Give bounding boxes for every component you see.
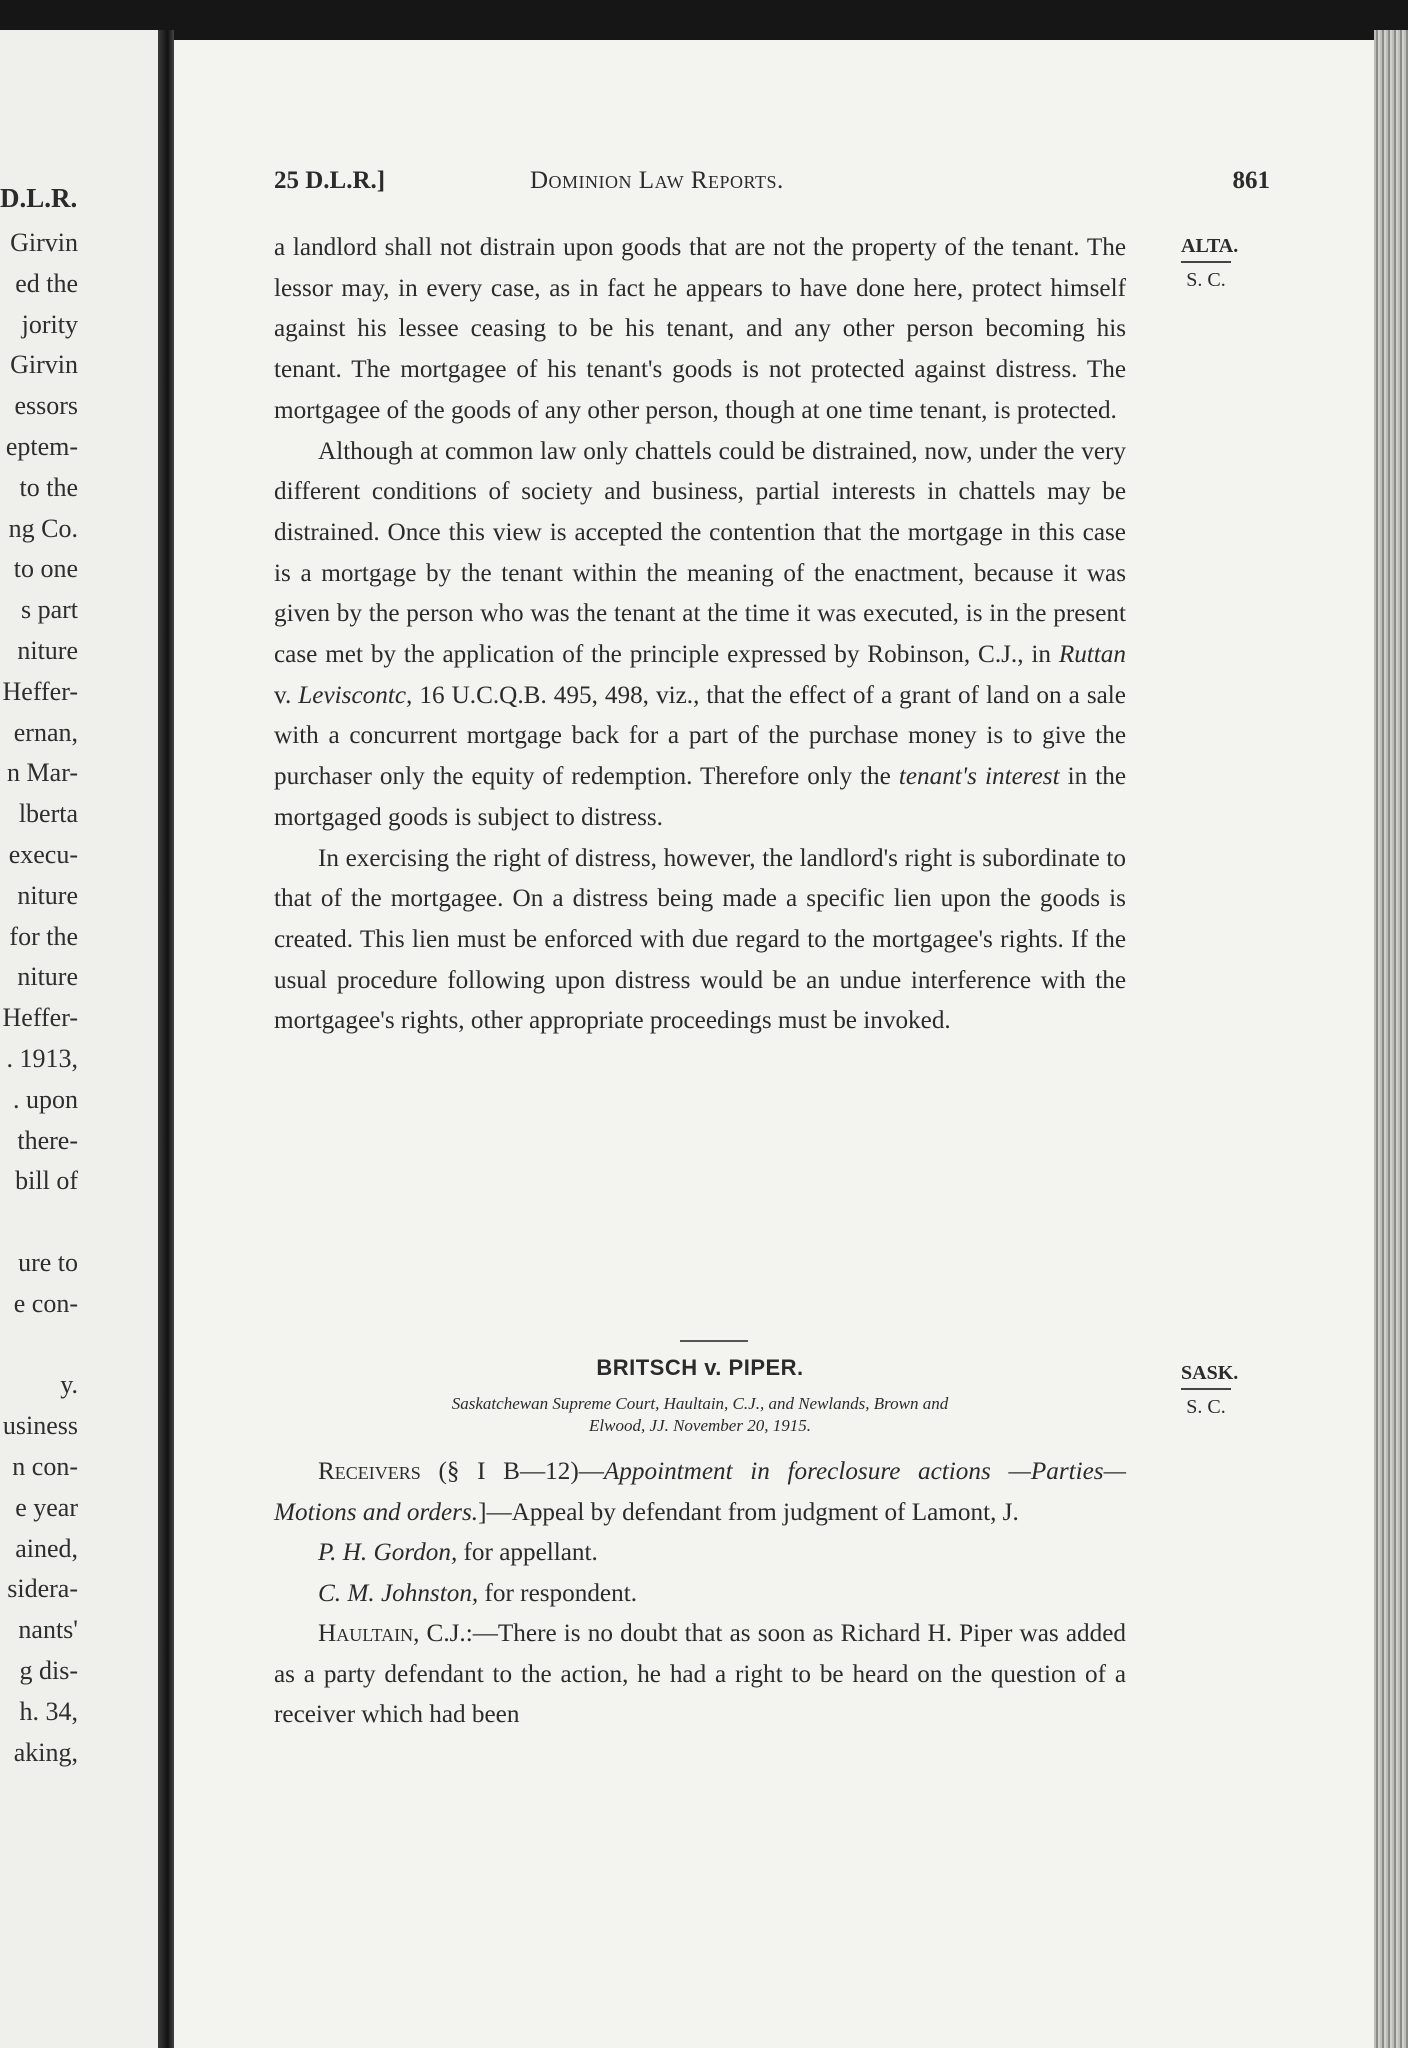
facing-page-line: Girvin — [10, 350, 78, 380]
facing-page — [0, 30, 158, 2048]
running-head — [274, 167, 1270, 207]
facing-page-line: sidera- — [7, 1574, 78, 1604]
facing-page-line: lberta — [18, 799, 78, 829]
facing-page-line: ng Co. — [8, 513, 78, 543]
facing-page-line: y. — [60, 1370, 78, 1400]
facing-page-line: usiness — [2, 1411, 78, 1441]
facing-page-line: to the — [19, 472, 78, 502]
case-text — [274, 1452, 1126, 1736]
book-spine — [158, 30, 174, 2048]
facing-page-line: h. 34, — [19, 1696, 78, 1726]
facing-page-line: Girvin — [10, 228, 78, 257]
facing-page-line: eptem- — [5, 432, 78, 461]
facing-page-line: execu- — [8, 840, 78, 869]
paragraph: a landlord shall not distrain upon goods that are not the property of the tenant. The lessor may, in every case, as in fact he appears to have done here, protect himself against his lessee ceasing to be his tenant, and any other person becoming his tenant. The mortgagee of his tenant's goods is not protected against distress. The mortgagee of the goods of any other person, though at one time tenant, is protected. — [274, 234, 1126, 424]
publication-title: Dominion Law Reports. — [530, 167, 784, 194]
facing-page-header: D.L.R. — [0, 183, 78, 213]
case-title: BRITSCH v. PIPER. — [596, 1355, 804, 1380]
facing-page-line: niture — [17, 880, 78, 910]
page-number: 861 — [1232, 167, 1270, 194]
facing-page-line: . 1913, — [6, 1044, 78, 1073]
facing-page-line: jority — [21, 309, 78, 339]
margin-note-sask — [1166, 1362, 1246, 1419]
facing-page-line: niture — [17, 636, 78, 665]
facing-page-line: n Mar- — [7, 758, 78, 788]
case-court-line: Saskatchewan Supreme Court, Haultain, C.J., and Newlands, Brown and Elwood, JJ. November 20, 1915. — [451, 1394, 949, 1435]
page-edge — [1374, 30, 1408, 2048]
facing-page-line: ernan, — [13, 717, 78, 747]
margin-note-province: SASK. — [1181, 1362, 1231, 1390]
opinion-start: Haultain, C.J.:—There is no doubt that as soon as Richard H. Piper was added as a party defendant to the action, he had a right to be heard on the question of a receiver which had been — [274, 1620, 1126, 1728]
case-name: Ruttan — [1058, 641, 1126, 669]
facing-page-line: bill of — [15, 1166, 78, 1196]
scan-top-band — [0, 0, 1408, 44]
facing-page-line: g dis- — [19, 1656, 78, 1685]
facing-page-line: for the — [9, 921, 78, 951]
margin-note-court: S. C. — [1186, 1396, 1226, 1418]
margin-note-province: ALTA. — [1181, 235, 1231, 263]
facing-page-line: e con- — [13, 1288, 78, 1318]
emphasis: tenant's interest — [898, 763, 1060, 791]
counsel-line: C. M. Johnston, for respondent. — [318, 1579, 637, 1607]
paragraph: In exercising the right of distress, however, the landlord's right is subordinate to that of the mortgagee. On a distress being made a specific lien upon the goods is created. This lien must be enforced with due regard to the mortgagee's rights. If the usual procedure following upon distress would be an undue interference with the mortgagee's rights, other appropriate proceedings must be invoked. — [274, 844, 1126, 1035]
facing-page-line: s part — [20, 595, 78, 625]
margin-note-alta — [1166, 235, 1246, 292]
facing-page-line: essors — [14, 391, 78, 421]
facing-page-line: ed the — [15, 268, 78, 298]
facing-page-line: Heffer- — [2, 676, 78, 706]
case-name: Leviscontc, — [298, 681, 413, 709]
facing-page-line: ure to — [18, 1248, 78, 1277]
headnote: Receivers (§ I B—12)—Appointment in foreclosure actions —Parties—Motions and orders.]—Appeal by defendant from judgment of Lamont, J. — [274, 1458, 1126, 1526]
paragraph: Although at common law only chattels could be distrained, now, under the very different conditions of society and business, partial interests in chattels may be distrained. Once this view is accepted the contention that the mortgage in this case is a mortgage by the tenant within the meaning of the enactment, because it was given by the person who was the tenant at the time it was executed, is in the present case met by the application of the principle expressed by Robinson, C.J., in Ruttan v. Leviscontc, 16 U.C.Q.B. 495, 498, viz., that the effect of a grant of land on a sale with a concurrent mortgage back for a part of the purchase money is to give the purchaser only the equity of redemption. Therefore only the tenant's interest in the mortgaged goods is subject to distress. — [274, 437, 1127, 831]
volume-reference: 25 D.L.R.] — [274, 167, 386, 194]
facing-page-line: there- — [17, 1125, 78, 1155]
counsel-line: P. H. Gordon, for appellant. — [318, 1539, 598, 1566]
facing-page-line: n con- — [12, 1452, 78, 1481]
facing-page-line: aking, — [13, 1737, 78, 1767]
opinion-text — [274, 228, 1126, 1042]
facing-page-line: to one — [13, 554, 78, 584]
facing-page-line: nants' — [18, 1615, 78, 1645]
facing-page-line: e year — [15, 1492, 78, 1522]
facing-page-line: . upon — [13, 1084, 78, 1114]
facing-page-line: ained, — [15, 1533, 78, 1563]
facing-page-line: Heffer- — [2, 1003, 78, 1033]
margin-note-court: S. C. — [1186, 269, 1226, 291]
section-divider — [680, 1340, 748, 1342]
facing-page-line: niture — [17, 962, 78, 992]
